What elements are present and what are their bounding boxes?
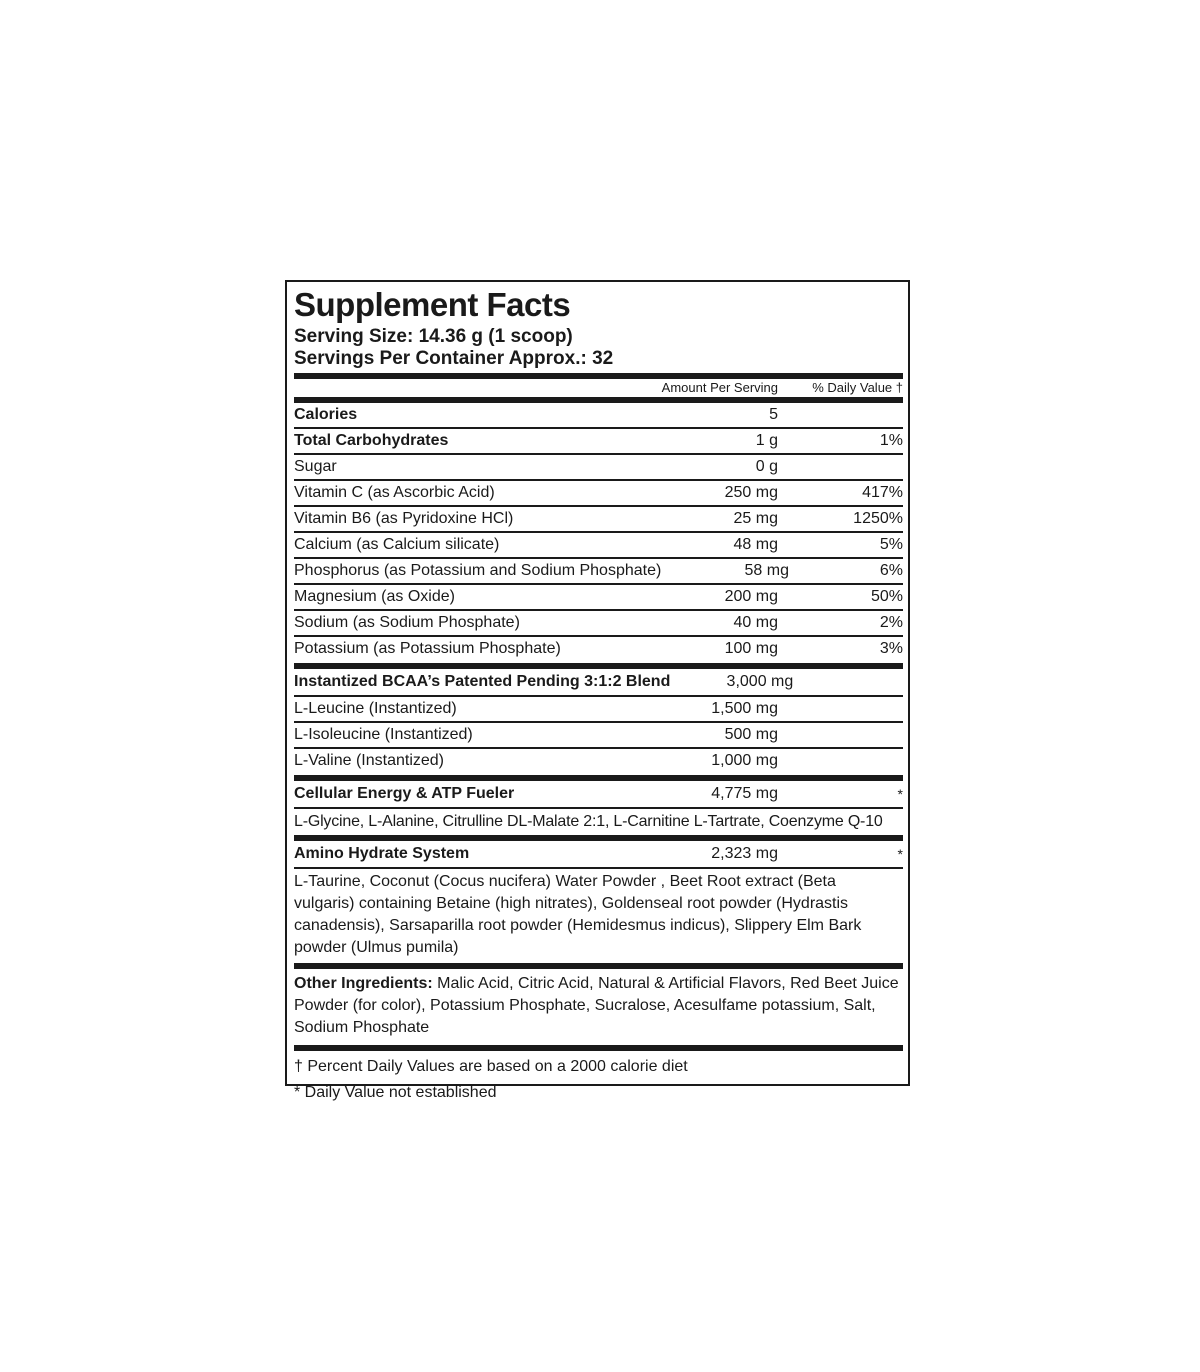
blend-item-amount: 1,000 mg <box>711 752 778 769</box>
blend-header-row <box>294 841 903 869</box>
servings-per-container: Servings Per Container Approx.: 32 <box>294 348 614 369</box>
nutrient-amount: 1 g <box>755 432 778 449</box>
nutrient-amount: 250 mg <box>724 484 778 501</box>
blend-item-amount: 500 mg <box>724 726 778 743</box>
bcaa-blend <box>294 669 903 773</box>
nutrient-name: Sugar <box>294 458 337 475</box>
blend-item-name: L-Leucine (Instantized) <box>294 700 457 717</box>
blend-name: Instantized BCAA’s Patented Pending 3:1:2 Blend <box>294 673 671 690</box>
nutrient-row <box>294 481 903 507</box>
column-header <box>294 379 903 397</box>
nutrient-amount: 48 mg <box>733 536 778 553</box>
nutrient-dv: 6% <box>879 562 903 579</box>
blend-item-name: L-Isoleucine (Instantized) <box>294 726 473 743</box>
nutrient-name: Calcium (as Calcium silicate) <box>294 536 500 553</box>
nutrient-amount: 100 mg <box>724 640 778 657</box>
blend-amount: 4,775 mg <box>711 785 778 802</box>
nutrient-dv: 1% <box>879 432 903 449</box>
blend-amount: 2,323 mg <box>711 845 778 862</box>
blend-item-dv-spacer <box>778 697 903 721</box>
nutrient-row <box>294 507 903 533</box>
nutrient-row <box>294 611 903 637</box>
panel-content <box>294 282 903 1106</box>
blend-dv-spacer <box>793 669 903 695</box>
nutrient-amount: 40 mg <box>733 614 778 631</box>
nutrient-name: Potassium (as Potassium Phosphate) <box>294 640 561 657</box>
blend-item-name: L-Valine (Instantized) <box>294 752 444 769</box>
nutrient-name: Sodium (as Sodium Phosphate) <box>294 614 520 631</box>
nutrient-name: Vitamin C (as Ascorbic Acid) <box>294 484 495 501</box>
nutrient-amount: 25 mg <box>733 510 778 527</box>
panel-title: Supplement Facts <box>294 286 571 323</box>
nutrient-row <box>294 637 903 661</box>
blend-item-row <box>294 723 903 749</box>
serving-size: Serving Size: 14.36 g (1 scoop) <box>294 326 573 347</box>
nutrient-dv: 3% <box>879 640 903 657</box>
nutrient-row <box>294 429 903 455</box>
footnote-not-established: * Daily Value not established <box>294 1084 497 1101</box>
header-spacer <box>294 379 638 397</box>
blend-ingredients: L-Glycine, L-Alanine, Citrulline DL-Malate 2:1, L-Carnitine L-Tartrate, Coenzyme Q-10 <box>294 813 883 830</box>
nutrient-amount: 0 g <box>755 458 778 475</box>
nutrient-dv <box>778 455 903 479</box>
blend-name: Cellular Energy & ATP Fueler <box>294 785 515 802</box>
blend-item-row <box>294 697 903 723</box>
footnotes <box>294 1054 903 1106</box>
header-daily-value: % Daily Value † <box>812 380 903 395</box>
footnote-daily-value: † Percent Daily Values are based on a 2000 calorie diet <box>294 1058 688 1075</box>
blend-item-amount: 1,500 mg <box>711 700 778 717</box>
nutrient-row <box>294 585 903 611</box>
nutrient-row <box>294 559 903 585</box>
other-ingredients-text: Malic Acid, Citric Acid, Natural & Artificial Flavors, Red Beet Juice Powder (for color), Potassium Phosphate, Sucralose, Acesulfame potassium, Salt, Sodium Phosphate <box>294 975 899 1036</box>
nutrient-row <box>294 403 903 429</box>
cellular-energy-blend <box>294 781 903 835</box>
blend-dv: * <box>897 786 903 802</box>
other-ingredients <box>294 969 903 1043</box>
nutrient-row <box>294 533 903 559</box>
nutrient-list <box>294 403 903 661</box>
blend-dv: * <box>897 846 903 862</box>
blend-amount: 3,000 mg <box>726 673 794 690</box>
blend-item-dv-spacer <box>778 749 903 773</box>
divider-thick <box>294 1045 903 1051</box>
blend-header-row <box>294 669 903 697</box>
nutrient-dv <box>778 403 903 427</box>
nutrient-amount: 58 mg <box>744 562 789 579</box>
nutrient-dv: 417% <box>862 484 903 501</box>
nutrient-name: Total Carbohydrates <box>294 432 449 449</box>
nutrient-row <box>294 455 903 481</box>
nutrient-dv: 50% <box>870 588 903 605</box>
amino-hydrate-blend <box>294 841 903 961</box>
header-amount: Amount Per Serving <box>661 380 778 395</box>
nutrient-name: Magnesium (as Oxide) <box>294 588 455 605</box>
nutrient-dv: 2% <box>879 614 903 631</box>
nutrient-dv: 1250% <box>853 510 903 527</box>
blend-header-row <box>294 781 903 809</box>
blend-item-row <box>294 749 903 773</box>
blend-ingredients: L-Taurine, Coconut (Cocus nucifera) Water Powder , Beet Root extract (Beta vulgaris) containing Betaine (high nitrates), Goldenseal root powder (Hydrastis canadensis), Sarsaparilla root powder (Hemidesmus indicus), Slippery Elm Bark powder (Ulmus pumila) <box>294 873 862 956</box>
blend-item-dv-spacer <box>778 723 903 747</box>
nutrient-amount: 5 <box>769 406 778 423</box>
nutrient-amount: 200 mg <box>724 588 778 605</box>
nutrient-dv: 5% <box>879 536 903 553</box>
other-ingredients-label: Other Ingredients: <box>294 975 433 992</box>
supplement-facts-panel <box>285 280 910 1101</box>
nutrient-name: Vitamin B6 (as Pyridoxine HCl) <box>294 510 514 527</box>
nutrient-name: Calories <box>294 406 358 423</box>
blend-name: Amino Hydrate System <box>294 845 470 862</box>
nutrient-name: Phosphorus (as Potassium and Sodium Phosphate) <box>294 562 662 579</box>
